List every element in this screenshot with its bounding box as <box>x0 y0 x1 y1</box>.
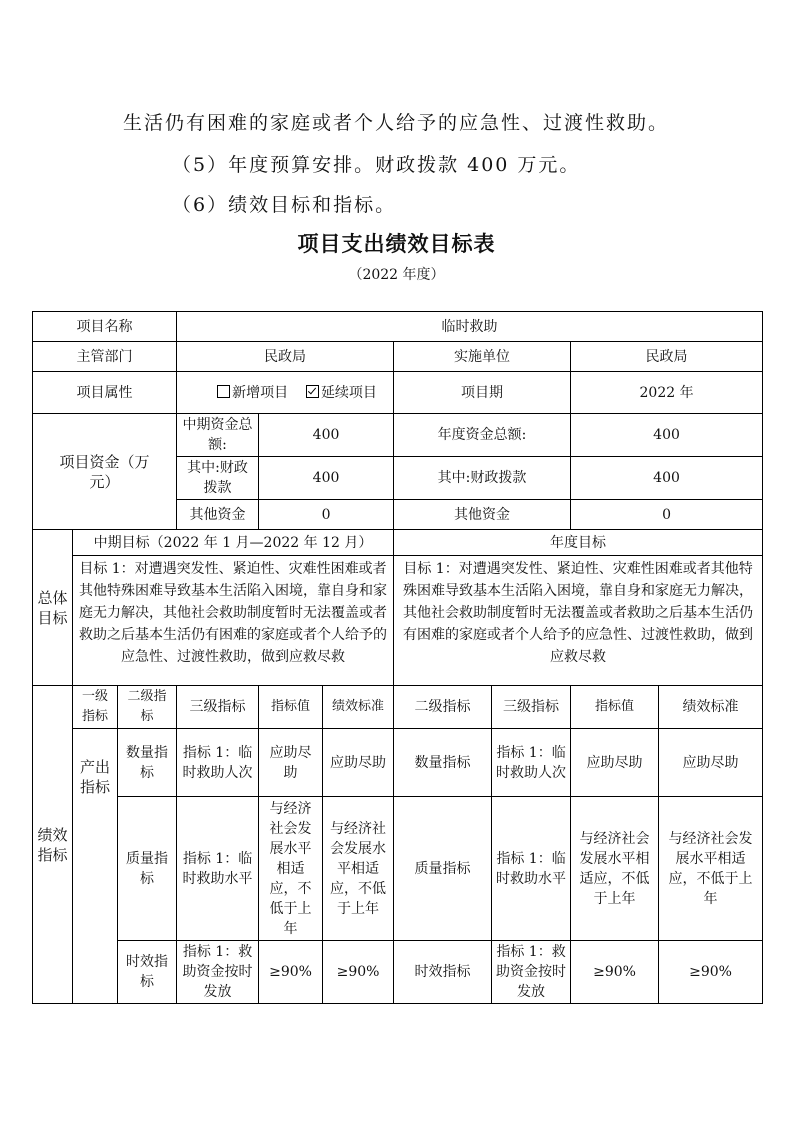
header-level1: 一级指标 <box>73 686 118 729</box>
mid-total-value: 400 <box>259 414 394 457</box>
year-other-label: 其他资金 <box>394 500 571 530</box>
checkbox-new-project[interactable] <box>217 385 230 398</box>
header-level2: 二级指标 <box>118 686 177 729</box>
attr-label: 项目属性 <box>33 372 177 414</box>
year-level3-cell: 指标 1：临时救助人次 <box>492 729 571 797</box>
year-level2-cell: 质量指标 <box>394 797 492 941</box>
mid-fiscal-value: 400 <box>259 457 394 500</box>
standard-cell: 应助尽助 <box>323 729 394 797</box>
row-project-attribute <box>33 372 763 414</box>
table-row <box>33 797 763 941</box>
year-standard-cell: 与经济社会发展水平相适应，不低于上年 <box>659 797 763 941</box>
level2-cell: 时效指标 <box>118 941 177 1004</box>
project-name-label: 项目名称 <box>33 312 177 342</box>
year-level3-cell: 指标 1：救助资金按时发放 <box>492 941 571 1004</box>
year-standard-cell: ≥90% <box>659 941 763 1004</box>
year-value-cell: 应助尽助 <box>571 729 659 797</box>
row-indicator-headers <box>33 686 763 729</box>
header-standard: 绩效标准 <box>323 686 394 729</box>
header-year-value: 指标值 <box>571 686 659 729</box>
year-total-label: 年度资金总额: <box>394 414 571 457</box>
year-goal-header: 年度目标 <box>394 530 763 556</box>
goals-section-label: 总体目标 <box>33 530 73 686</box>
project-name-value: 临时救助 <box>177 312 763 342</box>
mid-fiscal-label: 其中:财政拨款 <box>177 457 259 500</box>
value-cell: ≥90% <box>259 941 323 1004</box>
paragraph-budget: （5）年度预算安排。财政拨款 400 万元。 <box>172 154 581 176</box>
table-title: 项目支出绩效目标表 <box>297 232 496 256</box>
year-fiscal-value: 400 <box>571 457 763 500</box>
year-total-value: 400 <box>571 414 763 457</box>
value-cell: 与经济社会发展水平相适应，不低于上年 <box>259 797 323 941</box>
funds-label: 项目资金（万元） <box>33 414 177 530</box>
checkbox-continue-project[interactable] <box>306 385 319 398</box>
dept-label: 主管部门 <box>33 342 177 372</box>
header-year-level3: 三级指标 <box>492 686 571 729</box>
year-level3-cell: 指标 1：临时救助水平 <box>492 797 571 941</box>
mid-other-label: 其他资金 <box>177 500 259 530</box>
header-year-standard: 绩效标准 <box>659 686 763 729</box>
attr-new-label: 新增项目 <box>232 384 289 401</box>
dept-value: 民政局 <box>177 342 394 372</box>
row-goals-header <box>33 530 763 556</box>
year-goal-text: 目标 1：对遭遇突发性、紧迫性、灾难性困难或者其他特殊困难导致基本生活陷入困境，靠自身和家庭无力解决，其他社会救助制度暂时无法覆盖或者救助之后基本生活仍有困难的家庭或者个人给予的应急性、过渡性救助，做到应救尽救 <box>394 556 763 686</box>
year-level2-cell: 时效指标 <box>394 941 492 1004</box>
mid-total-label: 中期资金总额: <box>177 414 259 457</box>
year-standard-cell: 应助尽助 <box>659 729 763 797</box>
paragraph-line-1: 生活仍有困难的家庭或者个人给予的应急性、过渡性救助。 <box>123 112 670 134</box>
performance-table <box>32 311 763 1004</box>
mid-goal-header: 中期目标（2022 年 1 月—2022 年 12 月） <box>73 530 394 556</box>
level1-output: 产出指标 <box>73 729 118 1004</box>
table-row <box>33 941 763 1004</box>
unit-value: 民政局 <box>571 342 763 372</box>
value-cell: 应助尽助 <box>259 729 323 797</box>
header-value: 指标值 <box>259 686 323 729</box>
period-value: 2022 年 <box>571 372 763 414</box>
year-value-cell: 与经济社会发展水平相适应，不低于上年 <box>571 797 659 941</box>
year-other-value: 0 <box>571 500 763 530</box>
year-fiscal-label: 其中:财政拨款 <box>394 457 571 500</box>
mid-other-value: 0 <box>259 500 394 530</box>
indicators-section-label: 绩效指标 <box>33 686 73 1004</box>
paragraph-goals-heading: （6）绩效目标和指标。 <box>172 194 397 216</box>
standard-cell: ≥90% <box>323 941 394 1004</box>
mid-goal-text: 目标 1：对遭遇突发性、紧迫性、灾难性困难或者其他特殊困难导致基本生活陷入困境，靠自身和家庭无力解决，其他社会救助制度暂时无法覆盖或者救助之后基本生活仍有困难的家庭或者个人给予的应急性、过渡性救助，做到应救尽救 <box>73 556 394 686</box>
period-label: 项目期 <box>394 372 571 414</box>
row-funds-total <box>33 414 763 457</box>
row-goals-text <box>33 556 763 686</box>
table-subtitle: （2022 年度） <box>348 267 445 283</box>
header-level3: 三级指标 <box>177 686 259 729</box>
row-project-name <box>33 312 763 342</box>
standard-cell: 与经济社会发展水平相适应，不低于上年 <box>323 797 394 941</box>
table-row <box>33 729 763 797</box>
row-department <box>33 342 763 372</box>
attr-options <box>177 372 394 414</box>
level2-cell: 质量指标 <box>118 797 177 941</box>
attr-continue-label: 延续项目 <box>320 384 377 401</box>
level2-cell: 数量指标 <box>118 729 177 797</box>
level3-cell: 指标 1：临时救助水平 <box>177 797 259 941</box>
header-year-level2: 二级指标 <box>394 686 492 729</box>
year-level2-cell: 数量指标 <box>394 729 492 797</box>
unit-label: 实施单位 <box>394 342 571 372</box>
level3-cell: 指标 1：临时救助人次 <box>177 729 259 797</box>
level3-cell: 指标 1：救助资金按时发放 <box>177 941 259 1004</box>
year-value-cell: ≥90% <box>571 941 659 1004</box>
